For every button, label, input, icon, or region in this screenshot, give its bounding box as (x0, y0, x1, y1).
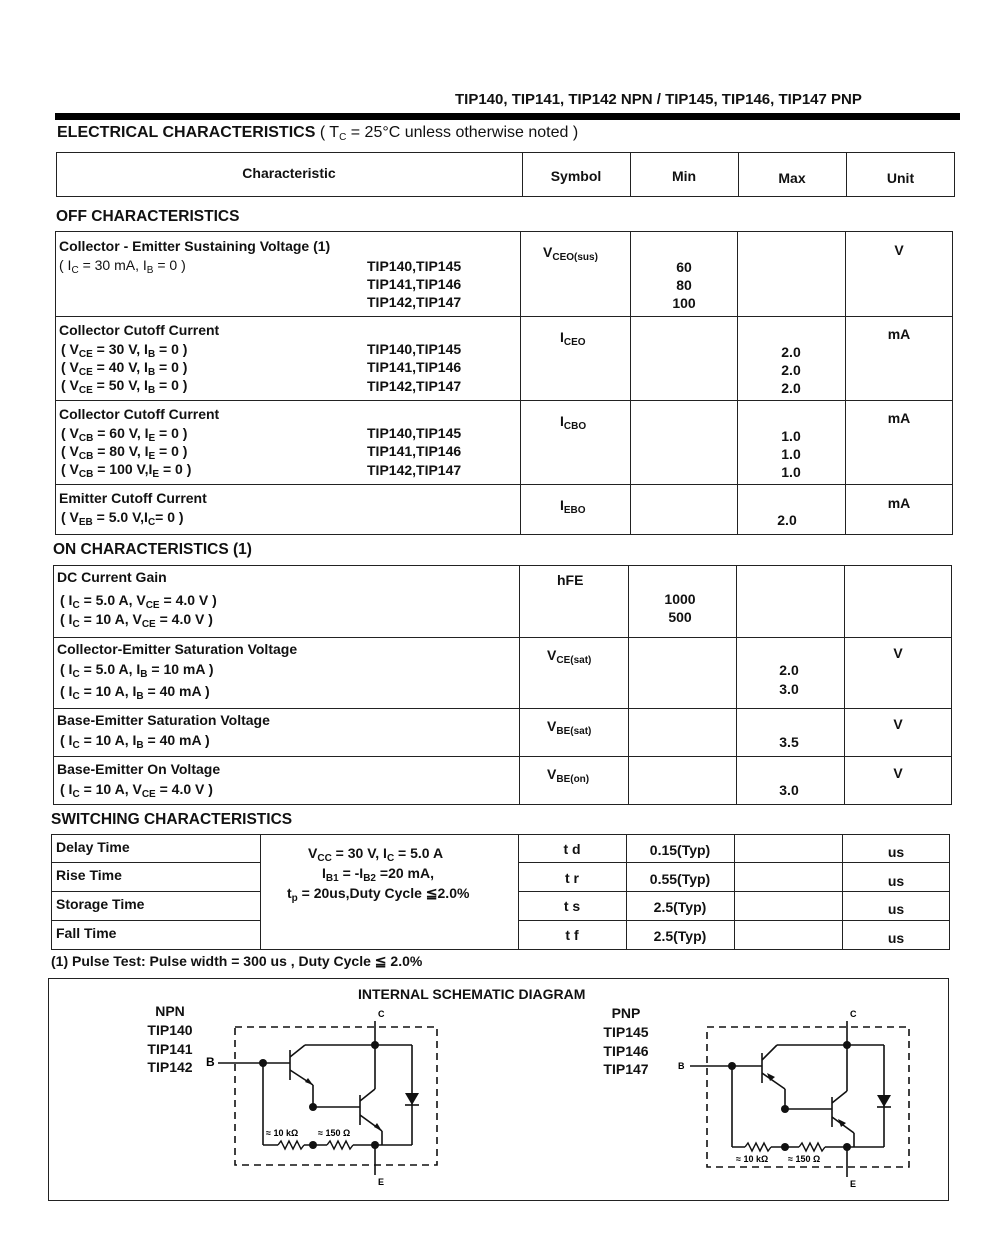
npn-r2-label: ≈ 150 Ω (318, 1128, 351, 1138)
off-row2-device: TIP140,TIP145 (367, 341, 462, 357)
off-row2-condition: ( $V_{CE} = 30$ V, $I_B = 0$ ) (61, 341, 188, 360)
on-row2-max: 3.0 (779, 681, 799, 697)
column-max: Max (778, 170, 806, 186)
off-row2-name: Collector Cutoff Current (59, 322, 220, 338)
off-row3-name: Collector Cutoff Current (59, 406, 220, 422)
off-row3-condition: ( $V_{CB} = 80$ V, $I_E = 0$ ) (61, 443, 188, 462)
column-symbol: Symbol (550, 168, 602, 184)
npn-pin-b: B (206, 1055, 215, 1069)
switching-row-symbol: t s (563, 898, 581, 914)
on-row2-unit: V (893, 645, 903, 661)
pnp-part: TIP145 (603, 1024, 649, 1040)
on-row1-name: DC Current Gain (57, 569, 167, 585)
on-row3-symbol: $V_{BE(sat)}$ (547, 718, 592, 737)
switching-condition: $I_{B1} = -I_{B2} =20$ mA, (322, 865, 434, 884)
off-row1-device: TIP141,TIP146 (367, 276, 462, 292)
npn-darlington-schematic (200, 1005, 450, 1190)
on-row3-unit: V (893, 716, 903, 732)
off-row3-condition: ( $V_{CB} = 100$ $V,I_E = 0$ ) (61, 461, 192, 480)
switching-characteristics-title: SWITCHING CHARACTERISTICS (51, 811, 293, 828)
switching-row-name: Delay Time (56, 839, 130, 855)
column-min: Min (671, 168, 697, 184)
on-row4-unit: V (893, 765, 903, 781)
off-row1-name: Collector - Emitter Sustaining Voltage (1) (59, 238, 331, 254)
switching-row-typ: 0.55(Typ) (649, 871, 711, 887)
off-row1-symbol: $V_{CEO(sus)}$ (543, 244, 598, 263)
on-row2-max: 2.0 (779, 662, 799, 678)
on-row2-symbol: $V_{CE(sat)}$ (547, 647, 592, 666)
npn-pin-e: E (378, 1177, 385, 1187)
off-row3-condition: ( $V_{CB} = 60$ V, $I_E = 0$ ) (61, 425, 188, 444)
off-row4-name: Emitter Cutoff Current (59, 490, 207, 506)
switching-row-symbol: t d (563, 841, 581, 857)
on-row1-condition: ( $I_C = 10$ A, $V_{CE} = 4.0$ V ) (60, 611, 213, 630)
off-row2-max: 2.0 (781, 344, 801, 360)
switching-row-symbol: t f (565, 927, 579, 943)
header-rule (55, 113, 960, 120)
on-row1-min: 1000 (664, 591, 696, 607)
pnp-darlington-schematic (672, 1005, 922, 1190)
switching-row-name: Fall Time (56, 925, 117, 941)
on-row4-symbol: $V_{BE(on)}$ (547, 766, 590, 785)
switching-row-typ: 0.15(Typ) (649, 842, 711, 858)
pnp-pin-e: E (850, 1179, 857, 1189)
npn-part: TIP142 (147, 1059, 193, 1075)
footnote: (1) Pulse Test: Pulse width = 300 us , Duty Cycle ≦ 2.0% (51, 953, 423, 969)
document-header: TIP140, TIP141, TIP142 NPN / TIP145, TIP146, TIP147 PNP (455, 91, 862, 108)
switching-row-symbol: t r (565, 870, 579, 886)
npn-r1-label: ≈ 10 kΩ (266, 1128, 299, 1138)
off-row2-condition: ( $V_{CE} = 50$ V, $I_B = 0$ ) (61, 377, 188, 396)
off-row2-symbol: $I_{CEO}$ (560, 329, 586, 348)
on-row1-symbol: hFE (557, 572, 584, 588)
switching-row-unit: us (887, 930, 905, 946)
pnp-pin-b: B (678, 1061, 685, 1071)
npn-part: TIP140 (147, 1022, 193, 1038)
off-row4-unit: mA (887, 495, 911, 511)
on-row2-condition: ( $I_C = 5.0$ A, $I_B = 10$ mA ) (60, 661, 214, 680)
switching-condition: $t_p$ = 20us,Duty Cycle ≦2.0% (287, 885, 470, 904)
on-row1-condition: ( $I_C = 5.0$ A, $V_{CE} = 4.0$ V ) (60, 592, 217, 611)
switching-row-unit: us (887, 901, 905, 917)
off-row2-unit: mA (887, 326, 911, 342)
switching-row-typ: 2.5(Typ) (653, 928, 707, 944)
off-row3-max: 1.0 (781, 428, 801, 444)
off-row1-condition: ( $I_C = 30$ mA, $I_B = 0$ ) (59, 257, 186, 276)
column-unit: Unit (886, 170, 915, 186)
on-characteristics-title: ON CHARACTERISTICS (1) (53, 541, 252, 558)
off-row3-device: TIP142,TIP147 (367, 462, 462, 478)
switching-condition: $V_{CC} = 30$ V, $I_C = 5.0$ A (308, 845, 444, 864)
column-characteristic: Characteristic (242, 165, 336, 181)
off-row1-min: 100 (672, 295, 696, 311)
on-row1-min: 500 (668, 609, 692, 625)
off-row1-min: 80 (676, 277, 692, 293)
pnp-r2-label: ≈ 150 Ω (788, 1154, 821, 1164)
off-row1-device: TIP140,TIP145 (367, 258, 462, 274)
on-row3-condition: ( $I_C = 10$ A, $I_B = 40$ mA ) (60, 732, 210, 751)
on-row4-max: 3.0 (779, 782, 799, 798)
on-row4-condition: ( $I_C = 10$ A, $V_{CE} = 4.0$ V ) (60, 781, 213, 800)
off-row2-max: 2.0 (781, 362, 801, 378)
off-row3-max: 1.0 (781, 464, 801, 480)
off-row1-min: 60 (676, 259, 692, 275)
switching-characteristics-table (51, 834, 950, 950)
pnp-part: TIP147 (603, 1061, 649, 1077)
off-row3-symbol: $I_{CBO}$ (560, 413, 587, 432)
off-row1-unit: V (894, 242, 904, 258)
pnp-label: PNP (611, 1005, 641, 1021)
on-row3-name: Base-Emitter Saturation Voltage (57, 712, 270, 728)
on-row2-condition: ( $I_C = 10$ A, $I_B = 40$ mA ) (60, 683, 210, 702)
off-row2-device: TIP142,TIP147 (367, 378, 462, 394)
schematic-title: INTERNAL SCHEMATIC DIAGRAM (358, 986, 586, 1002)
npn-pin-c: C (378, 1009, 385, 1019)
off-row3-device: TIP140,TIP145 (367, 425, 462, 441)
off-row2-device: TIP141,TIP146 (367, 359, 462, 375)
off-characteristics-title: OFF CHARACTERISTICS (56, 208, 240, 225)
off-row4-condition: ( $V_{EB} = 5.0$ $V,I_C= 0$ ) (61, 509, 184, 528)
electrical-characteristics-title: ELECTRICAL CHARACTERISTICS ( $T_C = 25^\circ C$ unless otherwise noted ) (57, 124, 579, 143)
off-row4-max: 2.0 (777, 512, 797, 528)
off-row2-max: 2.0 (781, 380, 801, 396)
off-row4-symbol: $I_{EBO}$ (560, 497, 586, 516)
switching-row-typ: 2.5(Typ) (653, 899, 707, 915)
off-row2-condition: ( $V_{CE} = 40$ V, $I_B = 0$ ) (61, 359, 188, 378)
switching-row-name: Storage Time (56, 896, 145, 912)
off-row1-device: TIP142,TIP147 (367, 294, 462, 310)
on-row4-name: Base-Emitter On Voltage (57, 761, 221, 777)
pnp-part: TIP146 (603, 1043, 649, 1059)
switching-row-unit: us (887, 844, 905, 860)
pnp-pin-c: C (850, 1009, 857, 1019)
switching-row-unit: us (887, 873, 905, 889)
off-row3-unit: mA (887, 410, 911, 426)
npn-part: TIP141 (147, 1041, 193, 1057)
pnp-r1-label: ≈ 10 kΩ (736, 1154, 769, 1164)
npn-label: NPN (155, 1003, 185, 1019)
on-row3-max: 3.5 (779, 734, 799, 750)
switching-row-name: Rise Time (56, 867, 122, 883)
on-row2-name: Collector-Emitter Saturation Voltage (57, 641, 298, 657)
off-row3-max: 1.0 (781, 446, 801, 462)
off-row3-device: TIP141,TIP146 (367, 443, 462, 459)
